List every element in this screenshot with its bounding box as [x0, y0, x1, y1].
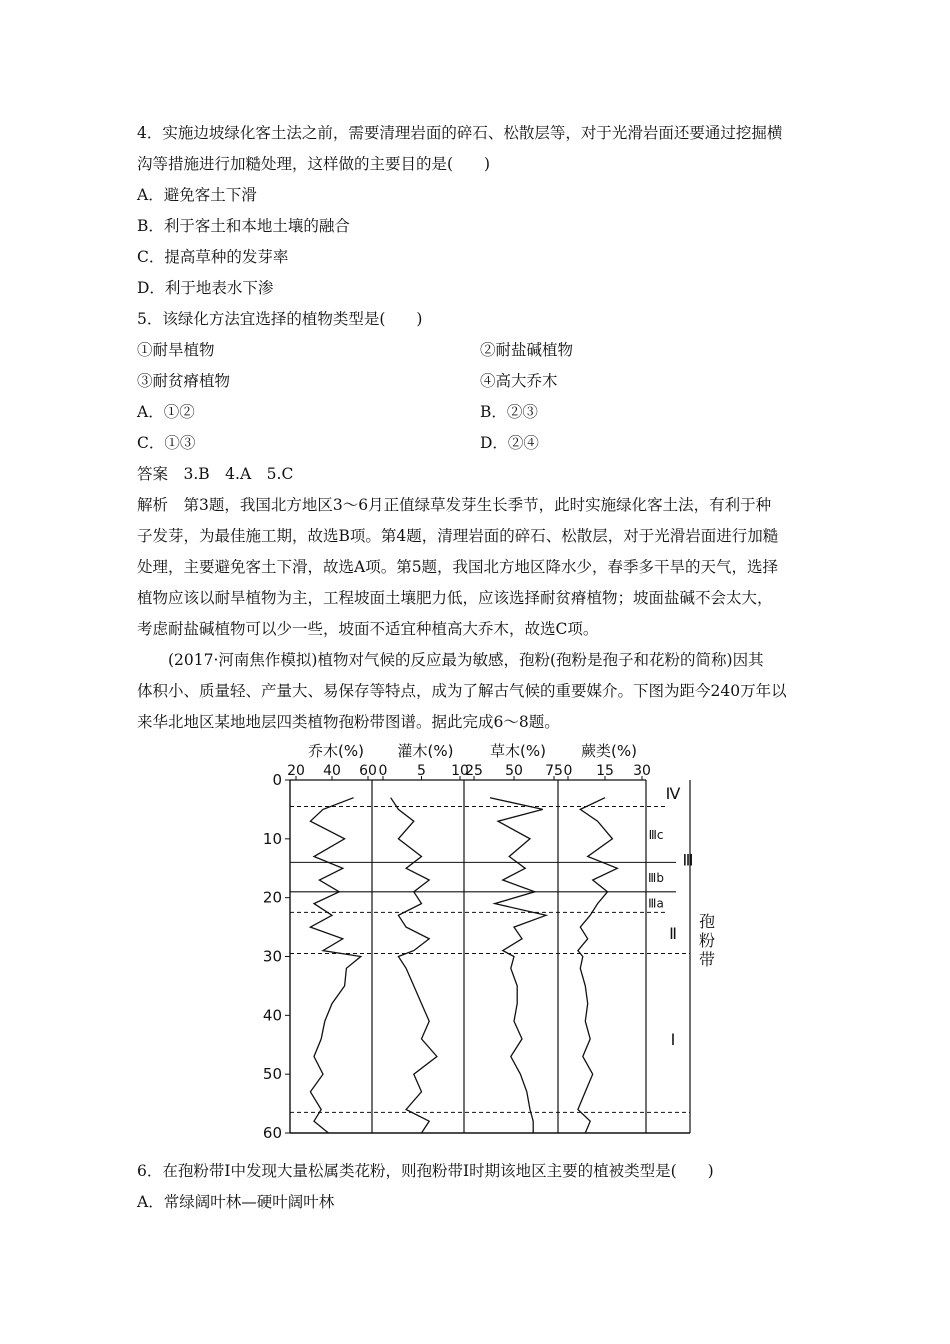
zone-label-iii: Ⅲ	[682, 850, 694, 870]
q5-option-c: C．①③	[137, 434, 196, 452]
x-tick-label: 40	[323, 763, 341, 779]
series-line	[391, 798, 437, 1133]
zone-label-ii: Ⅱ	[669, 923, 677, 943]
q5-item-4: ④高大乔木	[480, 372, 558, 390]
q5-option-a: A．①②	[137, 403, 195, 421]
y-tick-label: 0	[272, 771, 282, 789]
q5-item-3: ③耐贫瘠植物	[137, 372, 231, 390]
q4-option-a: A．避免客土下滑	[137, 186, 257, 204]
series-line	[490, 798, 546, 1133]
q5-item-2: ②耐盐碱植物	[480, 341, 574, 359]
q4-option-d: D．利于地表水下渗	[137, 279, 274, 297]
x-tick-label: 30	[633, 763, 651, 779]
x-tick-label: 10	[451, 763, 469, 779]
panel-title: 乔木(%)	[308, 742, 364, 760]
zone-label-iiic: Ⅲc	[648, 828, 664, 843]
analysis-line-2: 子发芽，为最佳施工期，故选B项。第4题，清理岩面的碎石、松散层，对于光滑岩面进行加糙	[137, 527, 779, 545]
zone-label-i: Ⅰ	[670, 1029, 676, 1049]
zone-title-char: 带	[698, 950, 716, 970]
y-tick-label: 60	[262, 1124, 282, 1142]
y-tick-label: 40	[262, 1006, 282, 1025]
analysis-line-1: 解析 第3题，我国北方地区3～6月正值绿草发芽生长季节，此时实施绿化客土法，有利于种	[137, 496, 772, 514]
intro-line-2: 体积小、质量轻、产量大、易保存等特点，成为了解古气候的重要媒介。下图为距今240万年以	[137, 682, 787, 700]
pollen-chart	[248, 736, 718, 1146]
q6-option-a: A．常绿阔叶林—硬叶阔叶林	[137, 1193, 335, 1211]
analysis-line-5: 考虑耐盐碱植物可以少一些，坡面不适宜种植高大乔木，故选C项。	[137, 620, 599, 638]
x-tick-label: 5	[417, 763, 426, 779]
y-tick-label: 30	[262, 947, 282, 966]
x-tick-label: 0	[378, 763, 388, 779]
zone-title-char: 粉	[698, 931, 716, 951]
zone-label-iiib: Ⅲb	[648, 871, 664, 886]
analysis-line-4: 植物应该以耐旱植物为主，工程坡面土壤肥力低，应该选择耐贫瘠植物；坡面盐碱不会太大，	[137, 589, 773, 607]
series-line	[310, 798, 360, 1133]
zone-title-char: 孢	[698, 912, 716, 932]
q4-option-b: B．利于客土和本地土壤的融合	[137, 217, 350, 235]
y-tick-label: 10	[262, 829, 282, 848]
y-tick-label: 50	[262, 1065, 282, 1084]
zone-label-iiia: Ⅲa	[648, 896, 664, 911]
q5-option-b: B．②③	[480, 403, 538, 421]
intro-line-1: (2017·河南焦作模拟)植物对气候的反应最为敏感，孢粉(孢粉是孢子和花粉的简称)因其	[168, 651, 764, 669]
x-tick-label: 25	[465, 763, 483, 779]
zone-label-iv: Ⅳ	[665, 783, 681, 803]
q6-stem: 6．在孢粉带Ⅰ中发现大量松属类花粉，则孢粉带Ⅰ时期该地区主要的植被类型是( )	[137, 1162, 714, 1180]
intro-line-3: 来华北地区某地地层四类植物孢粉带图谱。据此完成6～8题。	[137, 713, 560, 731]
q5-option-d: D．②④	[480, 434, 539, 452]
panel-title: 草木(%)	[490, 742, 546, 760]
x-tick-label: 75	[545, 763, 563, 779]
x-tick-label: 50	[505, 763, 523, 779]
q4-stem-line2: 沟等措施进行加糙处理，这样做的主要目的是( )	[137, 155, 491, 173]
x-tick-label: 15	[596, 763, 614, 779]
panel-title: 蕨类(%)	[581, 742, 637, 760]
x-tick-label: 0	[563, 763, 573, 779]
answer-line: 答案 3.B 4.A 5.C	[137, 465, 294, 483]
q4-option-c: C．提高草种的发芽率	[137, 248, 289, 266]
series-line	[578, 798, 617, 1133]
analysis-line-3: 处理，主要避免客土下滑，故选A项。第5题，我国北方地区降水少，春季多干旱的天气，选择	[137, 558, 779, 576]
q5-stem: 5．该绿化方法宜选择的植物类型是( )	[137, 310, 423, 328]
q5-item-1: ①耐旱植物	[137, 341, 215, 359]
x-tick-label: 60	[359, 763, 377, 779]
q4-stem-line1: 4．实施边坡绿化客土法之前，需要清理岩面的碎石、松散层等，对于光滑岩面还要通过挖掘横	[137, 124, 783, 142]
x-tick-label: 20	[287, 763, 305, 779]
y-tick-label: 20	[262, 888, 282, 907]
panel-title: 灌木(%)	[397, 742, 454, 760]
